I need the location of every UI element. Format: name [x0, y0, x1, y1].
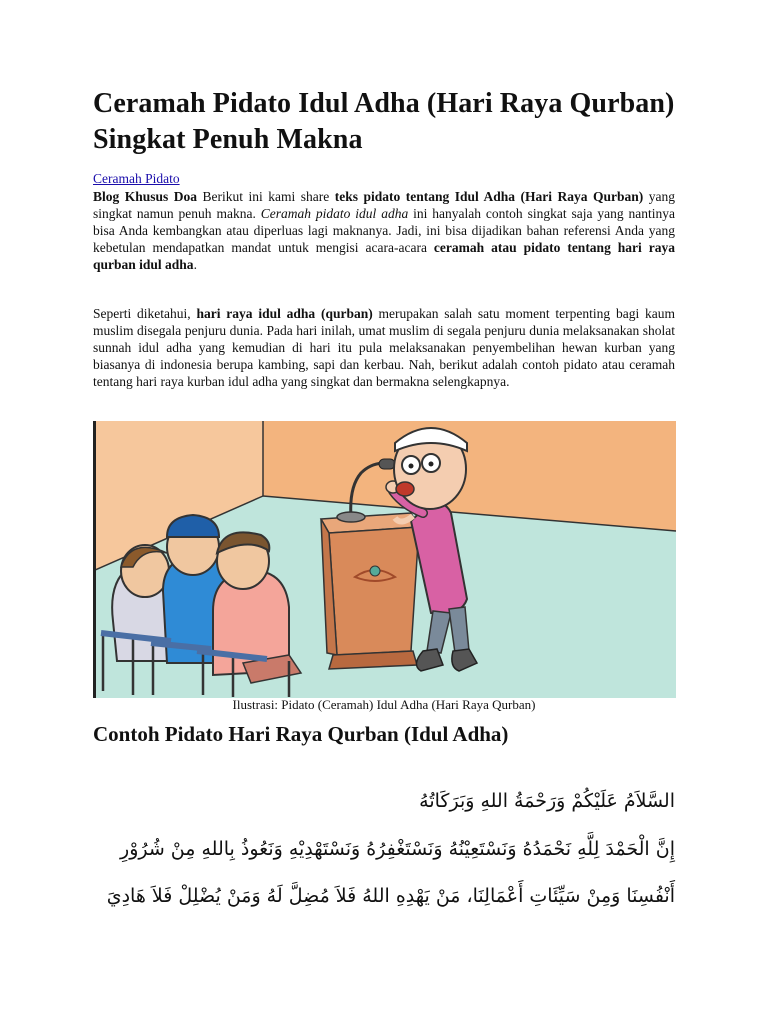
body-bold: hari raya idul adha (qurban): [196, 306, 373, 321]
page-title: Ceramah Pidato Idul Adha (Hari Raya Qurban) Singkat Penuh Makna: [93, 88, 675, 155]
intro-text-4: .: [193, 257, 197, 272]
body-text-1: Seperti diketahui,: [93, 306, 197, 321]
arabic-line: أَنْفُسِنَا وَمِنْ سَيِّئَاتِ أَعْمَالِنَا، مَنْ يَهْدِهِ اللهُ فَلاَ مُضِلَّ لَهُ وَمَنْ يُضْلِلْ فَلاَ هَادِيَ: [106, 885, 675, 907]
intro-italic: Ceramah pidato idul adha: [260, 206, 409, 221]
category-link[interactable]: Ceramah Pidato: [93, 171, 180, 186]
intro-blog-name: Blog Khusus Doa: [93, 189, 198, 204]
intro-paragraph: [93, 188, 675, 273]
image-caption: Ilustrasi: Pidato (Ceramah) Idul Adha (Hari Raya Qurban): [232, 697, 536, 712]
intro-text-2: yang singkat namun penuh makna.: [93, 189, 675, 221]
intro-bold-2: ceramah atau pidato tentang hari raya qurban idul adha: [93, 240, 675, 272]
body-text-2: merupakan salah satu moment terpenting bagi kaum muslim disegala penjuru dunia. Pada hari inilah, umat muslim di segala penjuru dunia melaksanakan sholat sunnah idul adha yang kemudian di hari itu pula melaksanakan penyembelihan hewan kurban yang biasanya di indonesia berupa kambing, sapi dan kerbau. Nah, berikut adalah contoh pidato atau ceramah tentang hari raya kurban idul adha yang singkat dan bermakna selengkapnya.: [93, 306, 675, 389]
body-paragraph: [93, 305, 675, 390]
intro-text-3: ini hanyalah contoh singkat saja yang nantinya bisa Anda kembangkan atau diperluas lagi maknanya. Jadi, ini bisa dijadikan bahan referensi Anda yang kebetulan mendapatkan mandat untuk mengisi acara-acara: [93, 206, 676, 255]
arabic-line: إِنَّ الْحَمْدَ لِلَّهِ نَحْمَدُهُ وَنَسْتَعِيْنُهُ وَنَسْتَغْفِرُهُ وَنَسْتَهْدِيْهِ وَنَعُوذُ بِاللهِ مِنْ شُرُوْرِ: [120, 838, 675, 860]
illustration: [93, 421, 676, 698]
speech-illustration: [93, 421, 676, 698]
arabic-line: السَّلاَمُ عَلَيْكُمْ وَرَحْمَةُ اللهِ وَبَرَكَاتُهُ: [419, 790, 675, 812]
intro-text-1: Berikut ini kami share: [197, 189, 335, 204]
intro-bold-1: teks pidato tentang Idul Adha (Hari Raya Qurban): [334, 189, 644, 204]
section-heading: Contoh Pidato Hari Raya Qurban (Idul Adha): [93, 722, 509, 746]
